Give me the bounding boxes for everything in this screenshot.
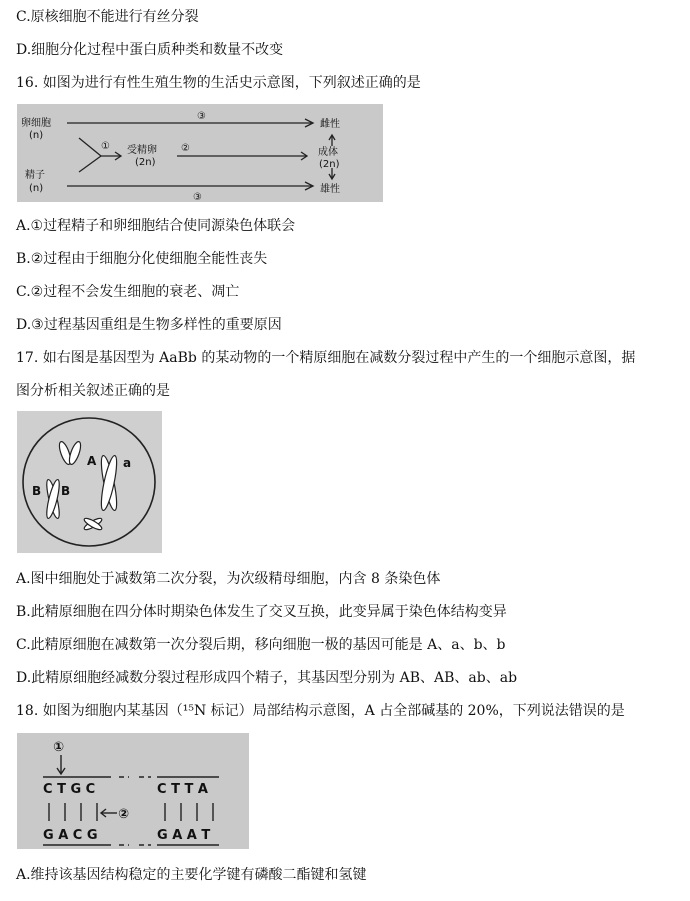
figure-17-cell <box>17 411 162 553</box>
bottom-right-bases: G A A T <box>157 828 211 843</box>
question-16-stem: 16. 如图为进行有性生殖生物的生活史示意图，下列叙述正确的是 <box>16 75 421 91</box>
line-d-differentiation: D.细胞分化过程中蛋白质种类和数量不改变 <box>16 42 284 58</box>
sperm-label: 精子 <box>25 170 45 181</box>
top-right-bases: C T T A <box>157 782 208 797</box>
question-18-stem: 18. 如图为细胞内某基因（¹⁵N 标记）局部结构示意图，A 占全部碱基的 20%，下列说法错误的是 <box>16 703 625 719</box>
adult-label: 成体 <box>318 147 338 158</box>
question-17-stem-1: 17. 如右图是基因型为 AaBb 的某动物的一个精原细胞在减数分裂过程中产生的一个细胞示意图，据 <box>16 350 636 366</box>
figure-16-life-cycle <box>17 104 383 202</box>
adult-ploidy: (2n) <box>319 159 340 170</box>
q17-option-a: A.图中细胞处于减数第二次分裂，为次级精母细胞，内含 8 条染色体 <box>16 571 441 587</box>
question-17-stem-2: 图分析相关叙述正确的是 <box>16 383 170 399</box>
q17-option-c: C.此精原细胞在减数第一次分裂后期，移向细胞一极的基因可能是 A、a、b、b <box>16 637 506 653</box>
marker-1: ① <box>53 740 65 755</box>
gene-a-label: a <box>123 456 132 470</box>
egg-label: 卵细胞 <box>21 118 51 129</box>
step-1-marker: ① <box>101 141 110 152</box>
gene-B-right-label: B <box>61 484 71 498</box>
q17-option-d: D.此精原细胞经减数分裂过程形成四个精子，其基因型分别为 AB、AB、ab、ab <box>16 670 518 686</box>
egg-ploidy: (n) <box>29 130 44 141</box>
marker-2: ② <box>118 807 130 822</box>
gene-A-label: A <box>87 454 97 468</box>
gene-B-left-label: B <box>32 484 42 498</box>
zygote-label: 受精卵 <box>127 145 157 156</box>
bottom-left-bases: G A C G <box>43 828 98 843</box>
q16-option-b: B.②过程由于细胞分化使细胞全能性丧失 <box>16 251 268 267</box>
step-3-top-marker: ③ <box>197 111 206 122</box>
zygote-ploidy: (2n) <box>135 157 156 168</box>
male-label: 雄性 <box>320 184 340 195</box>
step-3-bottom-marker: ③ <box>193 192 202 202</box>
step-2-marker: ② <box>181 143 190 154</box>
q16-option-a: A.①过程精子和卵细胞结合使同源染色体联会 <box>16 218 296 234</box>
q18-option-a: A.维持该基因结构稳定的主要化学键有磷酸二酯键和氢键 <box>16 867 367 883</box>
female-label: 雌性 <box>320 119 340 130</box>
line-c-prokaryote: C.原核细胞不能进行有丝分裂 <box>16 9 199 25</box>
q16-option-d: D.③过程基因重组是生物多样性的重要原因 <box>16 317 282 333</box>
q16-option-c: C.②过程不会发生细胞的衰老、凋亡 <box>16 284 240 300</box>
q17-option-b: B.此精原细胞在四分体时期染色体发生了交叉互换，此变异属于染色体结构变异 <box>16 604 507 620</box>
sperm-ploidy: (n) <box>29 183 44 194</box>
figure-18-dna <box>17 733 249 849</box>
top-left-bases: C T G C <box>43 782 96 797</box>
